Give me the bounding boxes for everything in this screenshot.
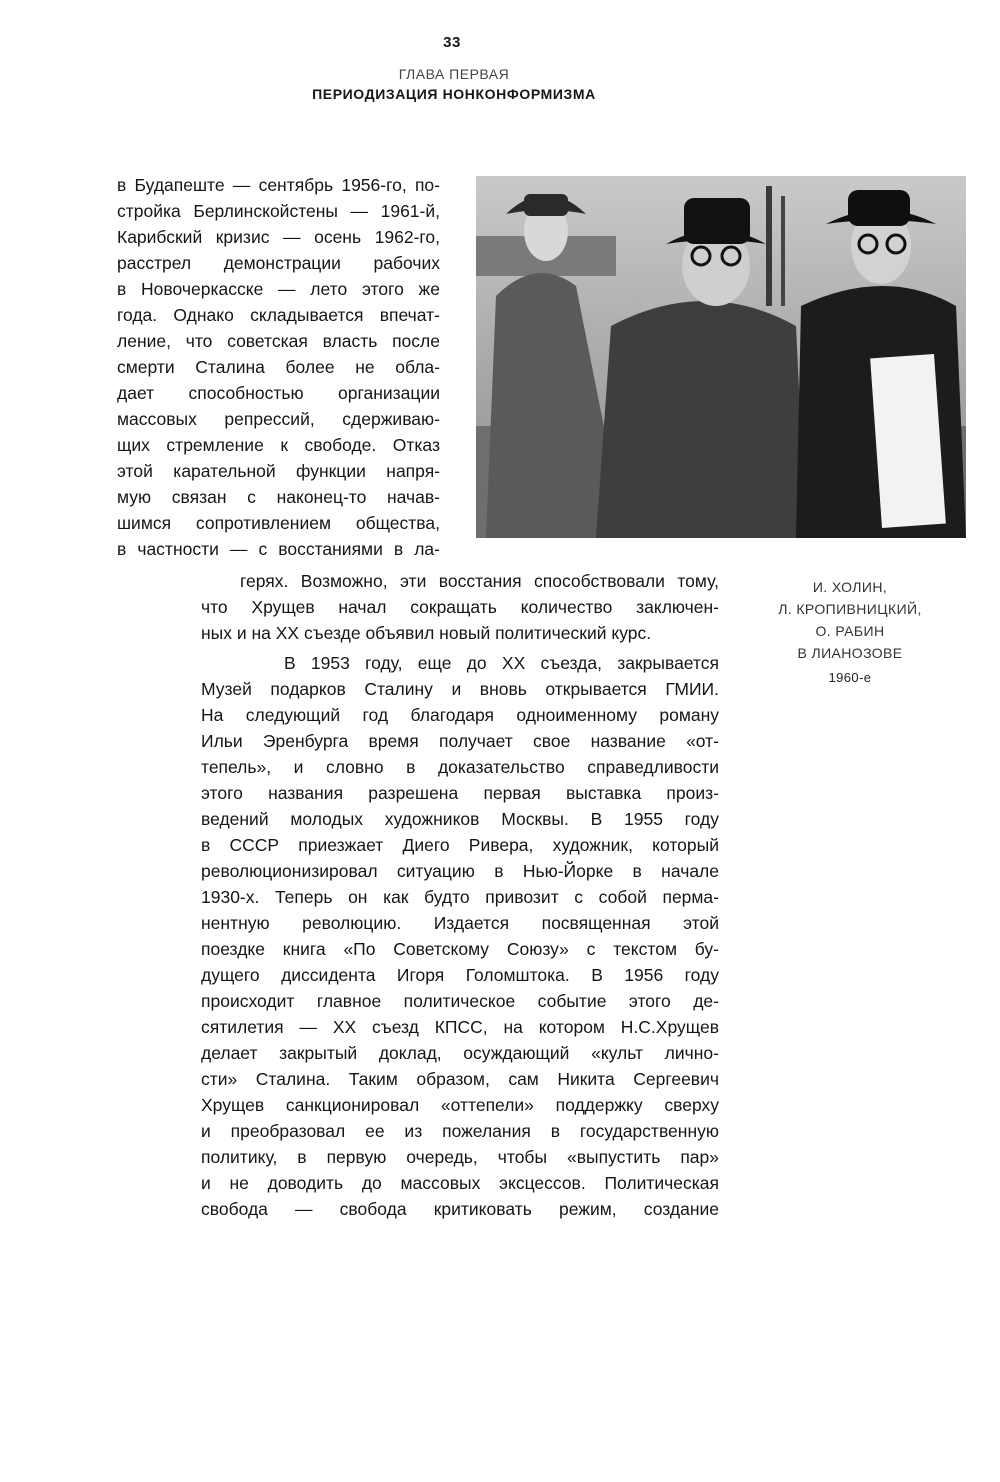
chapter-label: ГЛАВА ПЕРВАЯ xyxy=(398,66,510,82)
text-line: ведений молодых художников Москвы. В 1955 году xyxy=(201,809,719,829)
text-line: ных и на XX съезде объявил новый политический курс. xyxy=(201,623,652,643)
photo-caption-line: И. ХОЛИН, xyxy=(812,579,888,595)
text-line: этой карательной функции напря- xyxy=(117,461,440,481)
text-line: В 1953 году, еще до XX съезда, закрывается xyxy=(284,653,719,673)
text-line: политику, в первую очередь, чтобы «выпустить пар» xyxy=(201,1147,719,1167)
chapter-title: ПЕРИОДИЗАЦИЯ НОНКОНФОРМИЗМА xyxy=(312,86,596,102)
text-line: дущего диссидента Игоря Голомштока. В 1956 году xyxy=(201,965,719,985)
text-line: тепель», и словно в доказательство справедливости xyxy=(201,757,719,777)
text-line: сятилетия — XX съезд КПСС, на котором Н.С.Хрущев xyxy=(201,1017,719,1037)
photo-figure xyxy=(476,176,966,538)
text-line: щих стремление к свободе. Отказ xyxy=(117,435,440,455)
text-line: что Хрущев начал сокращать количество заключен- xyxy=(201,597,719,617)
text-line: стройка Берлинскойстены — 1961-й, xyxy=(117,201,440,221)
text-line: этого названия разрешена первая выставка произ- xyxy=(201,783,719,803)
text-line: происходит главное политическое событие этого де- xyxy=(201,991,719,1011)
text-line: и преобразовал ее из пожелания в государственную xyxy=(201,1121,719,1141)
text-line: революционизировал ситуацию в Нью-Йорке в начале xyxy=(201,861,719,881)
text-line: в частности — с восстаниями в ла- xyxy=(117,539,440,559)
text-line: смерти Сталина более не обла- xyxy=(117,357,440,377)
text-line: Карибский кризис — осень 1962-го, xyxy=(117,227,440,247)
photo-caption-line: Л. КРОПИВНИЦКИЙ, xyxy=(778,601,922,617)
text-line: массовых репрессий, сдерживаю- xyxy=(117,409,440,429)
text-line: мую связан с наконец-то начав- xyxy=(117,487,440,507)
photo-caption-line: О. РАБИН xyxy=(815,623,885,639)
text-line: Музей подарков Сталину и вновь открывается ГМИИ. xyxy=(201,679,719,699)
text-line: в Будапеште — сентябрь 1956-го, по- xyxy=(117,175,440,195)
text-line: делает закрытый доклад, осуждающий «культ лично- xyxy=(201,1043,719,1063)
text-line: шимся сопротивлением общества, xyxy=(117,513,440,533)
text-line: поездке книга «По Советскому Союзу» с текстом бу- xyxy=(201,939,719,959)
text-line: Ильи Эренбурга время получает свое название «от- xyxy=(201,731,719,751)
text-line: и не доводить до массовых эксцессов. Политическая xyxy=(201,1173,719,1193)
text-line: Хрущев санкционировал «оттепели» поддержку сверху xyxy=(201,1095,719,1115)
photo-three-men xyxy=(476,176,966,538)
text-line: 1930-х. Теперь он как будто привозит с собой перма- xyxy=(201,887,719,907)
text-line: расстрел демонстрации рабочих xyxy=(117,253,440,273)
text-line: дает способностью организации xyxy=(117,383,440,403)
text-line: сти» Сталина. Таким образом, сам Никита Сергеевич xyxy=(201,1069,719,1089)
photo-caption-year: 1960-е xyxy=(828,670,872,685)
text-line: На следующий год благодаря одноименному роману xyxy=(201,705,719,725)
text-line: герях. Возможно, эти восстания способствовали тому, xyxy=(240,571,719,591)
text-line: в СССР приезжает Диего Ривера, художник, который xyxy=(201,835,719,855)
text-line: года. Однако складывается впечат- xyxy=(117,305,440,325)
text-line: свобода — свобода критиковать режим, создание xyxy=(201,1199,719,1219)
text-line: ление, что советская власть после xyxy=(117,331,440,351)
text-line: нентную революцию. Издается посвященная этой xyxy=(201,913,719,933)
photo-caption-line: В ЛИАНОЗОВЕ xyxy=(797,645,903,661)
page-number: 33 xyxy=(443,34,461,51)
text-line: в Новочеркасске — лето этого же xyxy=(117,279,440,299)
